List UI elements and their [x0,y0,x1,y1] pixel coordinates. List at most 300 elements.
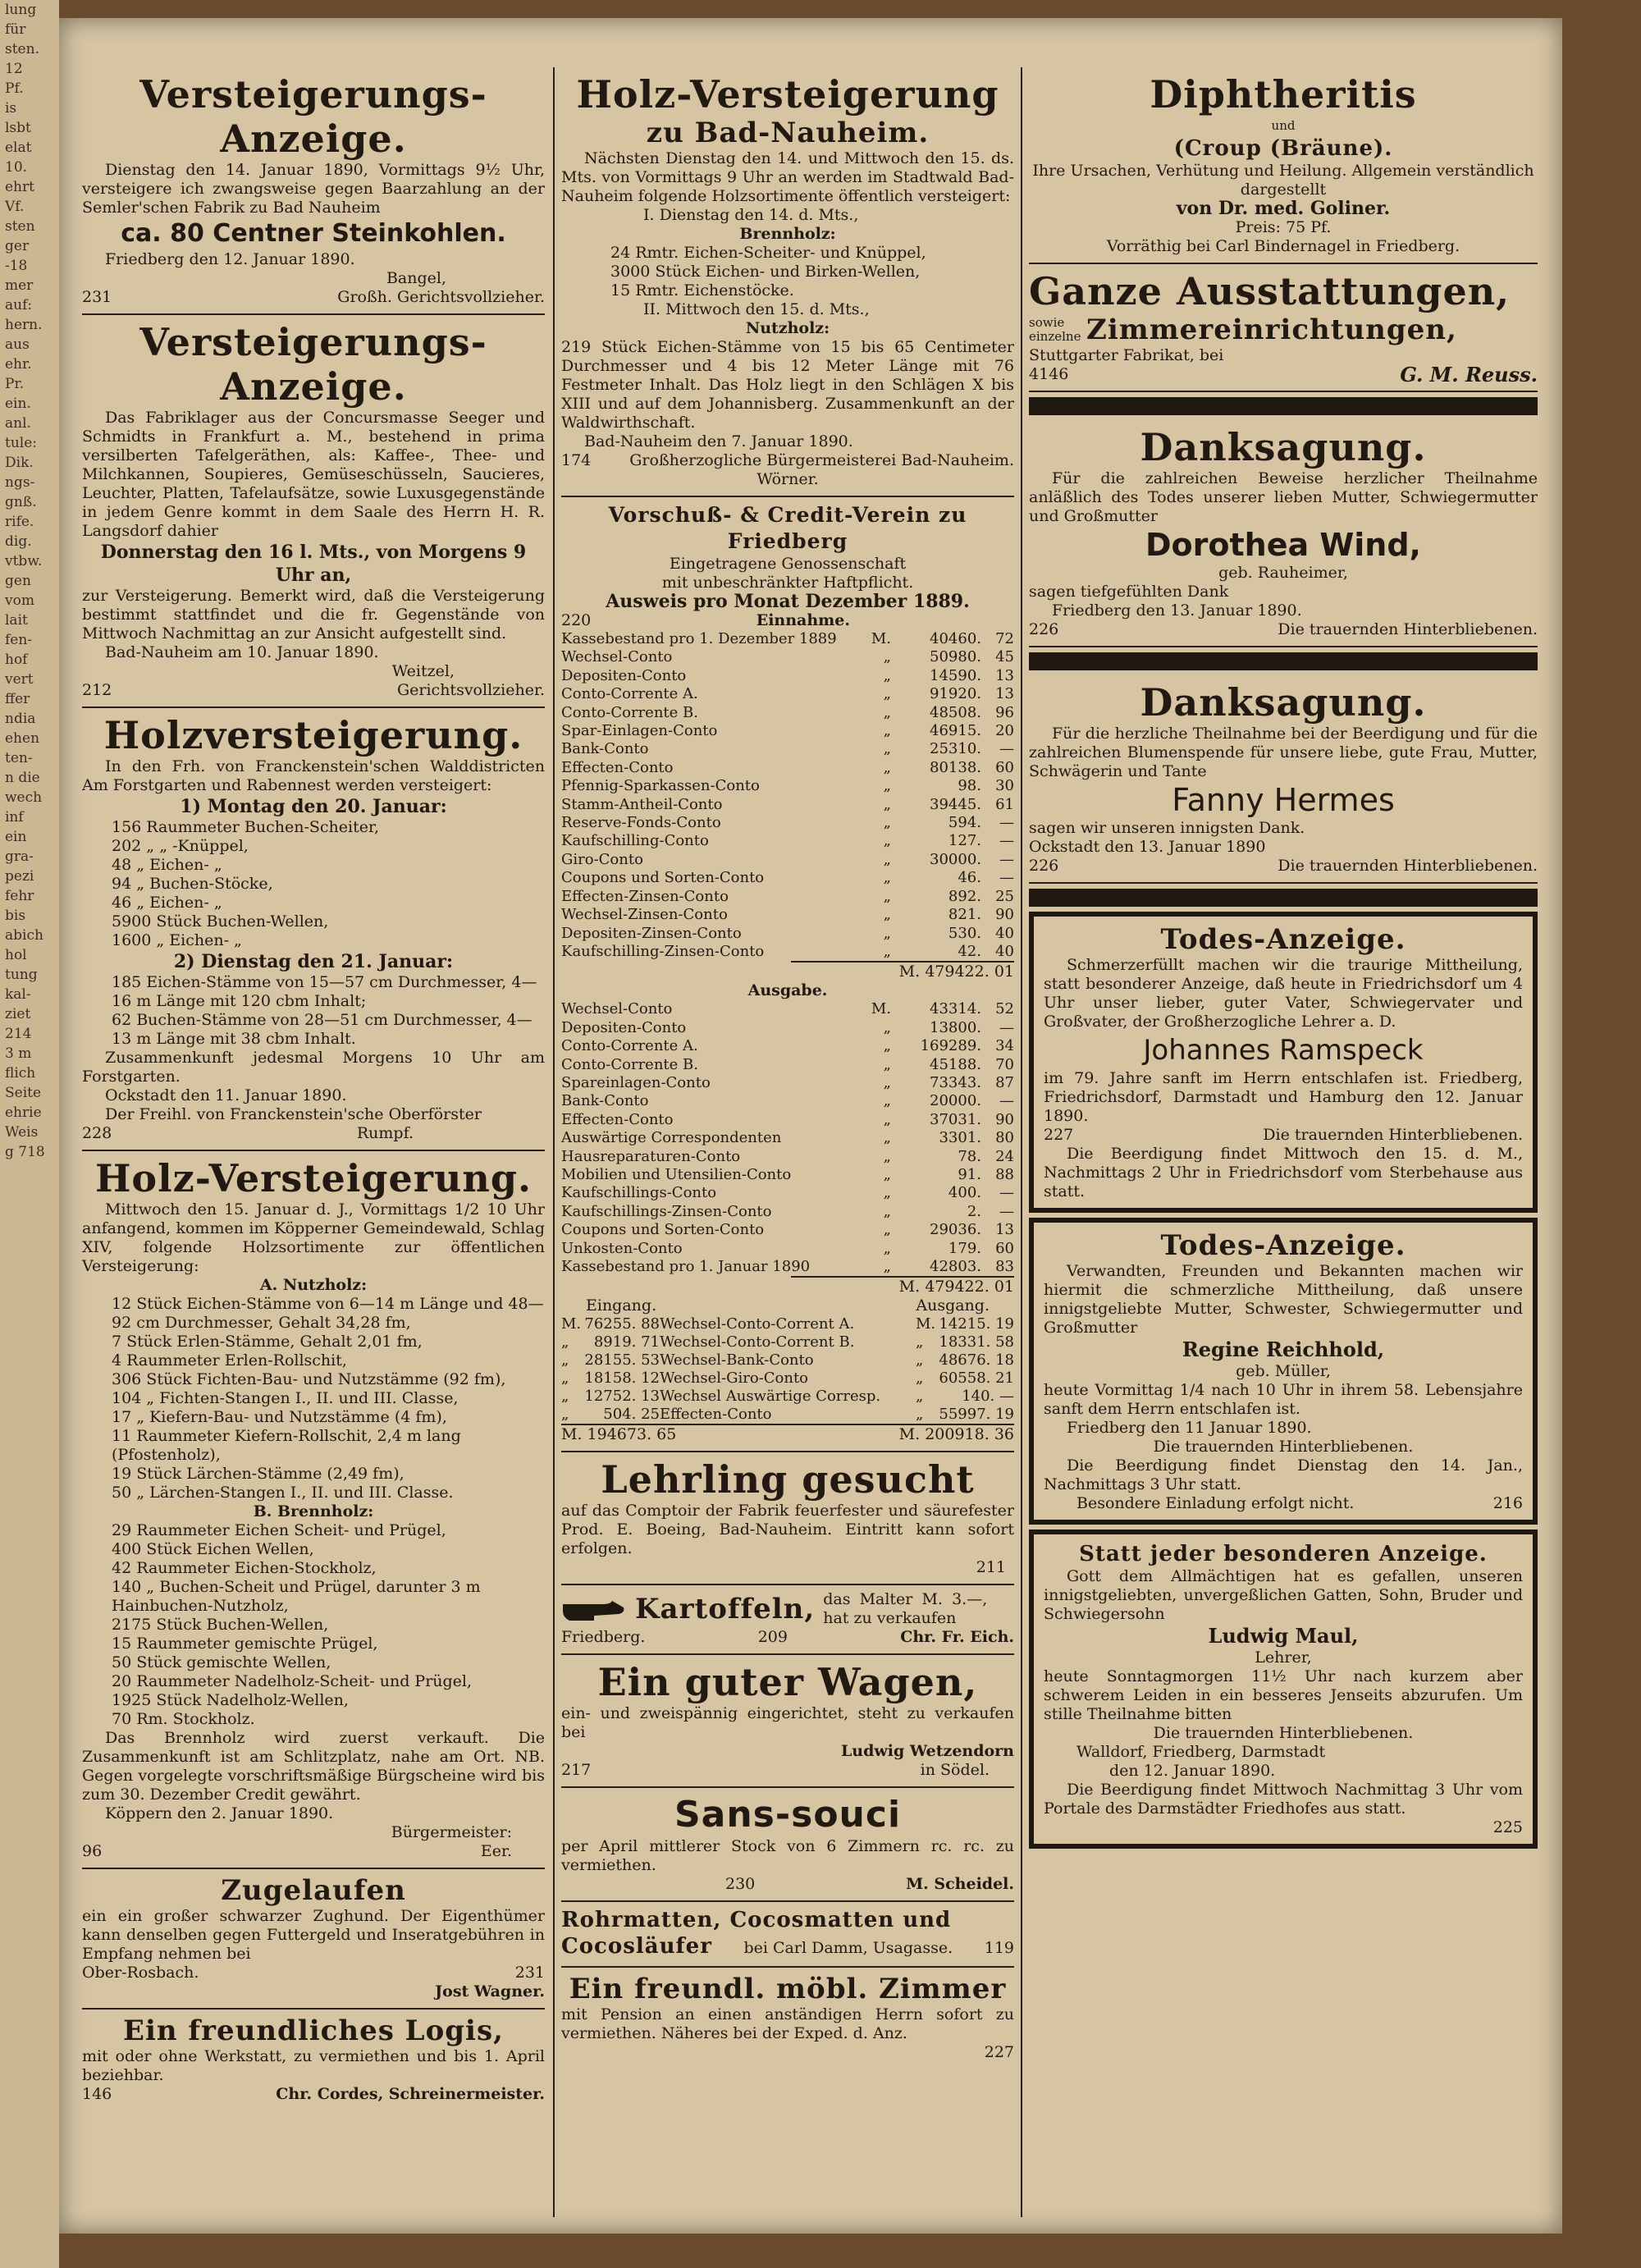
list-item: 11 Raummeter Kiefern-Rollschit, 2,4 m lang (Pfostenholz), [112,1427,461,1464]
out-amount: 55997. 19 [939,1406,1014,1424]
entry-label: Kassebestand pro 1. Januar 1890 [561,1258,811,1275]
ad-signer: Der Freihl. von Franckenstein'sche Oberförster [105,1105,482,1123]
strip-fragment: bis [5,908,26,924]
entry-pfennig: 72 [995,630,1014,647]
out-unit: „ [916,1369,924,1388]
ad-title: Todes-Anzeige. [1160,923,1406,956]
entry-amount: 530. [948,924,981,942]
entry-unit: „ [883,740,891,758]
list-item: 1600 „ Eichen- „ [112,931,242,949]
ad-subtitle: mit unbeschränkter Haftpflicht. [661,574,914,592]
entry-pfennig: 60 [995,1239,1014,1257]
ad-title: Kartoffeln, [635,1593,816,1626]
item-list [82,1295,545,1502]
entry-pfennig: 24 [995,1147,1014,1165]
strip-fragment: rife. [5,514,34,530]
item-list [82,1521,545,1729]
out-unit: „ [916,1406,924,1424]
list-item: 306 Stück Fichten-Bau- und Nutzstämme (92 fm), [112,1370,506,1388]
entry-amount: 91920. [930,685,981,703]
ad-signer: Die trauernden Hinterbliebenen. [1278,620,1538,638]
ad-number: 227 [984,2043,1014,2062]
ad-signer: Die trauernden Hinterbliebenen. [1153,1724,1414,1742]
ad-furnished-room [561,1968,1014,2069]
entry-unit: „ [883,906,891,924]
ad-title: Ein freundliches Logis, [123,2014,504,2047]
expense-title: Ausgabe. [747,981,828,1000]
strip-fragment: sten. [5,41,39,57]
strip-fragment: ehrt [5,179,34,195]
entry-pfennig: 60 [995,758,1014,776]
list-item: 29 Raummeter Eichen Scheit- und Prügel, [112,1521,446,1539]
ad-signer: Ludwig Wetzendorn [840,1742,1014,1761]
ad-dog-found [82,1869,545,2010]
entry-label: Kaufschilling-Conto [561,832,709,850]
list-item: 17 „ Kiefern-Bau- und Nutzstämme (4 fm), [112,1408,447,1426]
list-item: 104 „ Fichten-Stangen I., II. und III. Classe, [112,1389,459,1407]
entry-pfennig: 87 [995,1073,1014,1091]
entry-amount: 91. [958,1165,981,1183]
entry-amount: 80138. [930,758,981,776]
entry-label: Giro-Conto [561,850,643,868]
entry-pfennig: — [999,850,1014,868]
entry-label: Depositen-Zinsen-Conto [561,924,742,942]
ad-death-ramspeck [1029,912,1538,1213]
ad-title: Todes-Anzeige. [1160,1229,1406,1262]
ad-title: Lehrling gesucht [601,1457,975,1502]
entry-amount: 127. [948,832,981,850]
entry-pfennig: 70 [995,1055,1014,1073]
transfer-account: Wechsel-Bank-Conto [660,1351,814,1369]
strip-fragment: ehrie [5,1104,42,1121]
entry-label: Coupons und Sorten-Conto [561,1221,765,1239]
ad-title: Zugelaufen [221,1874,406,1907]
ad-signer: Chr. Fr. Eich. [900,1628,1014,1647]
entry-amount: 29036. [930,1221,981,1239]
deceased-name: Johannes Ramspeck [1143,1034,1424,1067]
ad-signer: Großherzogliche Bürgermeisterei Bad-Nauheim. [629,451,1014,469]
ad-title: Versteigerungs-Anzeige. [139,72,487,161]
entry-pfennig: 83 [995,1258,1014,1275]
ad-number: 217 [561,1761,592,1780]
column-divider [553,67,555,2217]
strip-fragment: ein [5,829,27,845]
ad-diphtheria-book [1029,67,1538,264]
ad-number: 231 [82,288,112,306]
ad-number: 174 [561,451,592,469]
entry-pfennig: 13 [995,685,1014,703]
expense-table [561,1000,1014,1276]
entry-unit: „ [883,1055,891,1073]
ad-title: Holz-Versteigerung. [94,1156,533,1200]
strip-fragment: aus [5,336,30,353]
list-item: 62 Buchen-Stämme von 28—51 cm Durchmesser, 4—13 m Länge mit 38 cbm Inhalt. [112,1011,533,1048]
entry-unit: „ [883,887,891,905]
entry-label: Effecten-Conto [561,758,674,776]
strip-fragment: elat [5,139,32,156]
entry-pfennig: 13 [995,1221,1014,1239]
strip-fragment: fehr [5,888,34,904]
entry-unit: „ [883,795,891,813]
ad-role: Lehrer, [1255,1648,1312,1667]
entry-label: Coupons und Sorten-Conto [561,869,765,887]
in-unit: „ [561,1333,569,1351]
strip-fragment: hol [5,947,27,963]
ad-body: Dienstag den 14. Januar 1890, Vormittags 9½ Uhr, versteigere ich zwangsweise gegen Baarzahlung an der Semler'schen Fabrik zu Bad Nauheim [82,161,545,217]
ad-furnishings [1029,264,1538,392]
entry-pfennig: — [999,1092,1014,1110]
strip-fragment: 12 [5,61,23,77]
ad-body: Ihre Ursachen, Verhütung und Heilung. Allgemein verständlich dargestellt [1032,162,1534,199]
ad-signer: M. Scheidel. [906,1875,1014,1894]
newspaper-page [59,18,1562,2234]
entry-amount: 30000. [930,850,981,868]
strip-fragment: pezi [5,868,34,885]
entry-unit: „ [883,1037,891,1055]
strip-fragment: ten- [5,750,33,766]
strip-fragment: hern. [5,317,43,333]
ad-body: ein ein großer schwarzer Zughund. Der Eigenthümer kann denselben gegen Futtergeld und Inseratgebühren in Empfang nehmen bei [82,1907,545,1963]
ad-signer: Bürgermeister: [391,1823,512,1841]
in-amount: 8919. 71 [593,1333,660,1351]
entry-pfennig: — [999,1018,1014,1036]
ad-date: Donnerstag den 16 l. Mts., von Morgens 9 Uhr an, [100,542,527,586]
entry-unit: „ [883,942,891,960]
ad-dateline: Bad-Nauheim den 7. Januar 1890. [584,432,853,450]
entry-amount: 37031. [930,1110,981,1128]
entry-amount: 73343. [930,1073,981,1091]
mourning-bar [1029,889,1538,907]
deceased-name: Regine Reichhold, [1182,1337,1385,1361]
strip-fragment: ehr. [5,356,32,373]
ad-section: B. Brennholz: [253,1502,374,1520]
entry-unit: „ [883,832,891,850]
ad-title: Cocosläufer [561,1934,712,1959]
pointing-hand-icon [561,1593,627,1626]
ad-dateline: Friedberg den 13. Januar 1890. [1052,601,1302,620]
mourning-bar [1029,397,1538,415]
ad-body: Das Brennholz wird zuerst verkauft. Die Zusammenkunft ist am Schlitzplatz, nahe am Ort. NB. Gegen vorgelegte vorschriftsmäßige Bürgscheine wird bis zum 30. Dezember Credit gewährt. [82,1729,545,1804]
in-unit: „ [561,1351,569,1369]
income-total: M. 479422. 01 [791,961,1014,981]
ad-credit-union-report [561,497,1014,1452]
ad-and: und [1271,118,1296,133]
strip-fragment: gnß. [5,494,37,510]
ad-day: 2) Dienstag den 21. Januar: [173,951,454,972]
adjacent-page-strip [0,0,59,2268]
entry-label: Wechsel-Conto [561,648,673,666]
ad-body: heute Sonntagmorgen 11½ Uhr nach kurzem aber schwerem Leiden in ein besseres Jenseits abzurufen. Um stille Theilnahme bitten [1044,1667,1523,1723]
entry-label: Kaufschillings-Zinsen-Conto [561,1202,772,1220]
entry-amount: 48508. [930,703,981,721]
list-item: 156 Raummeter Buchen-Scheiter, [112,818,379,836]
strip-fragment: ffer [5,691,30,707]
strip-fragment: hof [5,652,28,668]
column-1 [82,67,545,2110]
ad-section: Brennholz: [739,225,836,243]
ad-number: 228 [82,1124,112,1142]
ad-body: ein- und zweispännig eingerichtet, steht zu verkaufen bei [561,1704,1014,1742]
ad-heading: Ausweis pro Monat Dezember 1889. [606,591,970,612]
strip-fragment: gra- [5,848,34,865]
entry-amount: 42. [958,942,981,960]
list-item: 19 Stück Lärchen-Stämme (2,49 fm), [112,1465,405,1483]
strip-fragment: Pf. [5,80,24,97]
strip-fragment: Pr. [5,376,25,392]
ad-day: II. Mittwoch den 15. d. Mts., [643,300,870,318]
entry-amount: 46915. [930,722,981,740]
ad-title: Ganze Ausstattungen, [1029,269,1511,313]
out-unit: M. [916,1315,936,1333]
income-table [561,630,1014,961]
ad-number: 209 [757,1628,788,1647]
strip-fragment: vtbw. [5,553,43,569]
ad-places: Walldorf, Friedberg, Darmstadt [1076,1743,1326,1761]
strip-fragment: g 718 [5,1144,45,1160]
ad-number: 220 [561,611,592,629]
entry-label: Hausreparaturen-Conto [561,1147,741,1165]
entry-amount: 169289. [920,1037,981,1055]
in-amount: 28155. 53 [584,1351,660,1369]
entry-unit: „ [883,685,891,703]
ad-subtitle: Eingetragene Genossenschaft [669,555,907,573]
entry-amount: 13800. [930,1018,981,1036]
entry-unit: „ [883,1184,891,1202]
strip-fragment: vert [5,671,34,688]
list-item: 50 „ Lärchen-Stangen I., II. und III. Classe. [112,1484,454,1502]
ad-body: Das Fabriklager aus der Concursmasse Seeger und Schmidts in Frankfurt a. M., bestehend in prima versilberten Tafelgeräthen, als: Kaffee-, Thee- und Milchkannen, Soupieres, Gemüseschüsseln, Saucieres, Leuchter, Platten, Tafelaufsätze, sowie Luxusgegenstände in jedem Genre kommt in dem Saale des Herrn H. R. Langsdorf dahier [82,409,545,540]
ad-body: Gott dem Allmächtigen hat es gefallen, unseren innigstgeliebten, unvergeßlichen Gatten, Sohn, Bruder und Schwiegersohn [1044,1567,1523,1623]
ad-note: Besondere Einladung erfolgt nicht. [1076,1494,1355,1512]
in-amount: 76255. 88 [584,1315,660,1333]
ad-signer: Weitzel, [391,662,455,680]
ad-body: mit Pension an einen anständigen Herrn sofort zu vermiethen. Näheres bei der Exped. d. Anz. [561,2005,1014,2043]
entry-label: Bank-Conto [561,1092,649,1110]
entry-unit: „ [883,1202,891,1220]
strip-fragment: flich [5,1065,36,1081]
ad-signer: Die trauernden Hinterbliebenen. [1278,857,1538,875]
ad-signer: Die trauernden Hinterbliebenen. [1263,1126,1523,1144]
in-amount: 12752. 13 [584,1388,660,1406]
transfer-account: Wechsel-Conto-Corrent A. [660,1315,855,1333]
entry-pfennig: 13 [995,666,1014,684]
entry-unit: „ [883,869,891,887]
ad-body: In den Frh. von Franckenstein'schen Walddistricten Am Forstgarten und Rabennest werden versteigert: [82,757,545,794]
entry-amount: 40460. [930,630,981,647]
out-amount: 48676. 18 [939,1351,1014,1369]
strip-fragment: -18 [5,258,28,274]
list-item: 12 Stück Eichen-Stämme von 6—14 m Länge und 48—92 cm Durchmesser, Gehalt 34,28 fm, [112,1295,544,1332]
ad-geb: geb. Müller, [1236,1362,1331,1380]
strip-fragment: ngs- [5,474,35,491]
entry-amount: 50980. [930,648,981,666]
entry-unit: „ [883,1258,891,1275]
in-unit: M. [561,1315,582,1333]
entry-pfennig: 52 [995,1000,1014,1018]
ad-date: den 12. Januar 1890. [1109,1762,1276,1780]
ad-body: bei Carl Damm, Usagasse. [743,1939,953,1958]
ad-wood-auction-nauheim [561,67,1014,497]
entry-label: Stamm-Antheil-Conto [561,795,723,813]
entry-label: Effecten-Zinsen-Conto [561,887,729,905]
ad-number: 226 [1029,620,1059,638]
ad-title: Sans-souci [674,1794,902,1836]
entry-amount: 43314. [930,1000,981,1018]
entry-unit: „ [883,703,891,721]
eingang-label: Eingang. [586,1296,657,1315]
list-item: 3000 Stück Eichen- und Birken-Wellen, [610,263,921,281]
entry-label: Kaufschilling-Zinsen-Conto [561,942,765,960]
ad-body: Für die zahlreichen Beweise herzlicher Theilnahme anläßlich des Todes unserer lieben Mutter, Schwiegermutter und Großmutter [1029,469,1538,525]
entry-amount: 46. [958,869,981,887]
column-2 [561,67,1014,2069]
ad-body: Stuttgarter Fabrikat, bei [1029,346,1224,364]
ad-title: Diphtheritis [1150,72,1417,117]
entry-label: Spar-Einlagen-Conto [561,722,718,740]
out-amount: 60558. 21 [939,1369,1014,1388]
ad-dateline: Ockstadt den 13. Januar 1890 [1029,838,1266,856]
list-item: 70 Rm. Stockholz. [112,1710,255,1728]
entry-amount: 594. [948,814,981,832]
ad-title: Zimmereinrichtungen, [1086,313,1457,346]
ad-number: 231 [514,1964,545,1982]
ad-body: per April mittlerer Stock von 6 Zimmern rc. rc. zu vermiethen. [561,1837,1014,1875]
list-item: 7 Stück Erlen-Stämme, Gehalt 2,01 fm, [112,1333,423,1351]
ad-dateline: Bad-Nauheim am 10. Januar 1890. [105,643,379,661]
entry-amount: 20000. [930,1092,981,1110]
ad-number: 225 [1492,1818,1523,1836]
out-unit: „ [916,1333,924,1351]
entry-amount: 39445. [930,795,981,813]
ad-body: Die Beerdigung findet Mittwoch Nachmittag 3 Uhr vom Portale des Darmstädter Friedhofes aus statt. [1044,1781,1523,1818]
list-item: 24 Rmtr. Eichen-Scheiter- und Knüppel, [610,244,926,262]
strip-fragment: lait [5,612,28,629]
list-item: 48 „ Eichen- „ [112,856,222,874]
transfer-account: Wechsel Auswärtige Corresp. [660,1388,881,1406]
strip-fragment: lung [5,2,37,18]
ad-body: sagen tiefgefühlten Dank [1029,583,1229,601]
ad-silverware-auction [82,315,545,708]
entry-pfennig: — [999,814,1014,832]
ad-number: 119 [984,1939,1014,1958]
ad-headline: ca. 80 Centner Steinkohlen. [121,219,506,248]
ad-author: von Dr. med. Goliner. [1176,198,1391,219]
entry-pfennig: 25 [995,887,1014,905]
ad-body: sagen wir unseren innigsten Dank. [1029,819,1305,837]
strip-fragment: Weis [5,1124,39,1141]
entry-amount: 78. [958,1147,981,1165]
ad-title: Danksagung. [1140,425,1427,469]
ad-subtitle: (Croup (Bräune). [1173,136,1393,161]
deceased-name: Fanny Hermes [1172,782,1395,818]
item-list [561,244,1014,300]
list-item: 94 „ Buchen-Stöcke, [112,875,273,893]
entry-pfennig: — [999,832,1014,850]
ad-dateline: Ockstadt den 11. Januar 1890. [105,1086,347,1104]
ad-title: Rohrmatten, Cocosmatten und [561,1908,952,1933]
entry-pfennig: 40 [995,924,1014,942]
ad-body: Nächsten Dienstag den 14. und Mittwoch den 15. ds. Mts. von Vormittags 9 Uhr an werden im Stadtwald Bad-Nauheim folgende Holzsortimente öffentlich versteigert: [561,149,1014,205]
entry-amount: 14590. [930,666,981,684]
ad-subtitle: zu Bad-Nauheim. [646,117,930,149]
strip-fragment: sten [5,218,35,235]
list-item: 20 Raummeter Nadelholz-Scheit- und Prügel, [112,1672,473,1690]
list-item: 140 „ Buchen-Scheit und Prügel, darunter 3 m Hainbuchen-Nutzholz, [112,1578,481,1615]
entry-unit: „ [883,1239,891,1257]
entry-label: Conto-Corrente B. [561,1055,698,1073]
ad-body: auf das Comptoir der Fabrik feuerfester und säurefester Prod. E. Boeing, Bad-Nauheim. Eintritt kann sofort erfolgen. [561,1502,1014,1558]
entry-pfennig: 90 [995,1110,1014,1128]
ad-day: I. Dienstag den 14. d. Mts., [643,206,859,224]
ad-signer: Jost Wagner. [435,1982,545,2001]
ad-geb: geb. Rauheimer, [1218,564,1348,582]
ad-signer: Eer. [480,1842,512,1860]
ad-title: Holz-Versteigerung [576,72,999,117]
entry-label: Auswärtige Correspondenten [561,1129,782,1147]
entry-label: Wechsel-Zinsen-Conto [561,906,728,924]
entry-label: Wechsel-Conto [561,1000,673,1018]
entry-pfennig: 88 [995,1165,1014,1183]
out-amount: 14215. 19 [939,1315,1014,1333]
ad-body: Mittwoch den 15. Januar d. J., Vormittags 1/2 10 Uhr anfangend, kommen im Köpperner Gemeindewald, Schlag XIV, folgende Holzsortimente zur öffentlichen Versteigerung: [82,1200,545,1275]
entry-unit: „ [883,1129,891,1147]
ad-lodging [82,2010,545,2110]
deceased-name: Ludwig Maul, [1208,1624,1359,1648]
entry-amount: 179. [948,1239,981,1257]
strip-fragment: tule: [5,435,38,451]
strip-fragment: 3 m [5,1045,32,1062]
column-3 [1029,67,1538,1854]
strip-fragment: ziet [5,1006,31,1022]
entry-label: Unkosten-Conto [561,1239,683,1257]
strip-fragment: ger [5,238,30,254]
strip-fragment: wech [5,789,43,806]
strip-fragment: ein. [5,396,31,412]
entry-label: Pfennig-Sparkassen-Conto [561,777,760,795]
in-amount: 18158. 12 [584,1369,660,1388]
strip-fragment: tung [5,967,38,983]
ad-death-maul [1029,1530,1538,1849]
ad-apprentice-wanted [561,1452,1014,1585]
list-item: 202 „ „ -Knüppel, [112,837,249,855]
entry-unit: „ [883,666,891,684]
ad-number: 146 [82,2085,112,2103]
entry-label: Effecten-Conto [561,1110,674,1128]
ad-signer: Die trauernden Hinterbliebenen. [1153,1438,1414,1456]
item-list [82,973,545,1049]
in-unit: „ [561,1388,569,1406]
ad-title: Statt jeder besonderen Anzeige. [1079,1542,1488,1566]
strip-fragment: ehen [5,730,40,747]
bill-transfers-table [561,1315,1014,1424]
in-unit: „ [561,1406,569,1424]
ad-number: 226 [1029,857,1059,875]
ad-body: Schmerzerfüllt machen wir die traurige Mittheilung, statt besonderer Anzeige, daß heute in Friedrichsdorf um 4 Uhr unser lieber, guter Vater, Schwiegervater und Großvater, der Großherzogliche Lehrer a. D. [1044,956,1523,1031]
entry-unit: „ [883,1221,891,1239]
ad-number: 212 [82,681,112,699]
strip-fragment: inf [5,809,24,825]
deceased-name: Dorothea Wind, [1145,527,1421,563]
strip-fragment: mer [5,277,34,294]
out-unit: „ [916,1388,924,1406]
ad-body: heute Vormittag 1/4 nach 10 Uhr in ihrem 58. Lebensjahre sanft dem Herrn entschlafen ist. [1044,1381,1523,1418]
ad-death-reichhold [1029,1218,1538,1525]
ad-body: Die Beerdigung findet Dienstag den 14. Jan., Nachmittags 3 Uhr statt. [1044,1456,1523,1493]
eingang-total: M. 194673. 65 [561,1425,677,1444]
ausgang-label: Ausgang. [916,1296,990,1315]
entry-unit: „ [883,1018,891,1036]
transfer-account: Wechsel-Giro-Conto [660,1369,809,1388]
